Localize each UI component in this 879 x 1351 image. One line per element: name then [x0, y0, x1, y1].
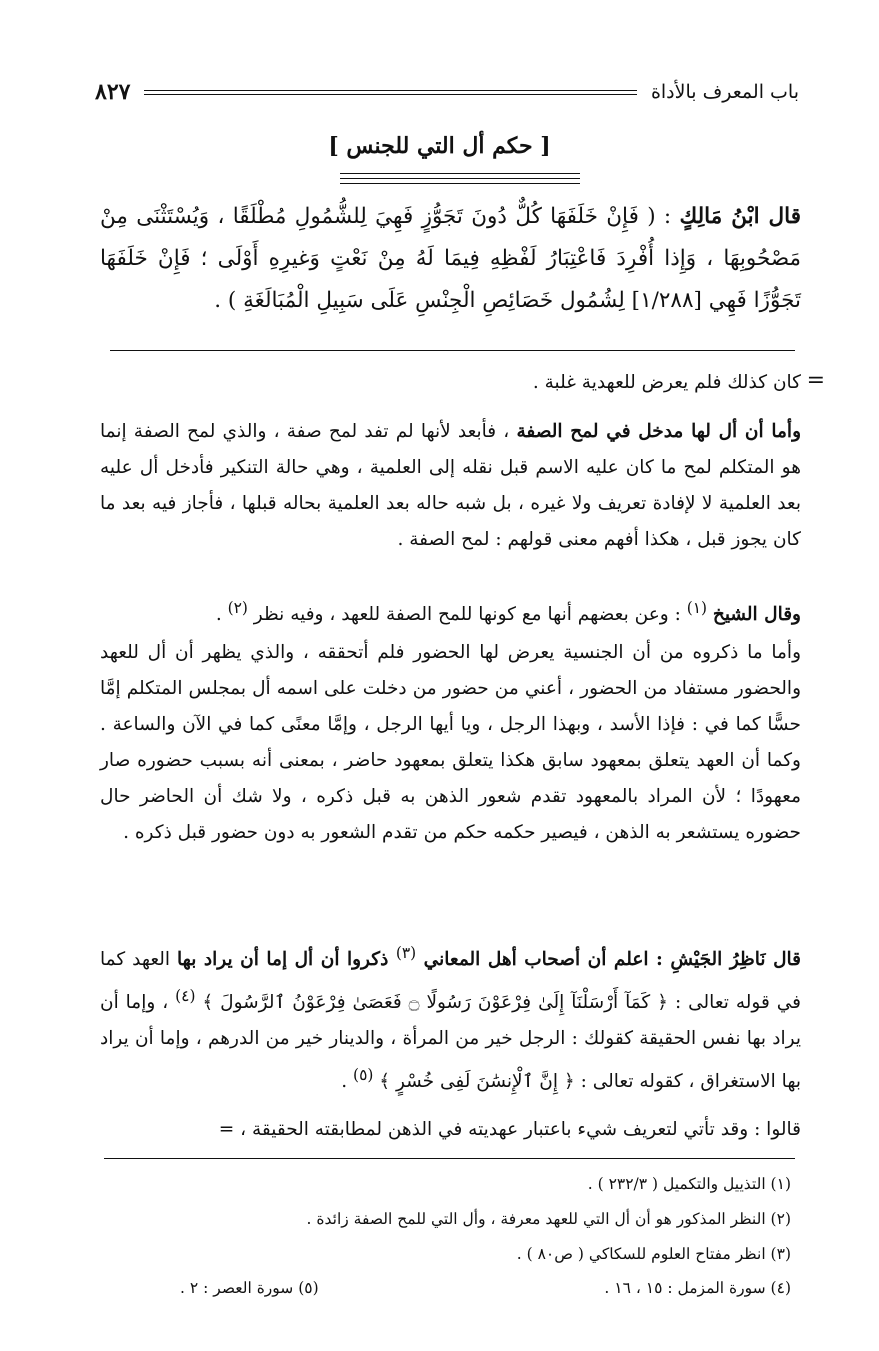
paragraph-end: . [215, 604, 228, 626]
footnote-ref: (٣) [395, 944, 417, 962]
chapter-title: باب المعرف بالأداة [650, 81, 799, 103]
paragraph-lead: ذكروا أن أل إما أن يراد بها [177, 949, 396, 971]
footnote-ref: (٥) [353, 1066, 374, 1085]
footnote-ref: (١) [686, 599, 707, 617]
footnote-2: (٢) النظر المذكور هو أن أل التي للعهد معرفة ، وأل التي للمح الصفة زائدة . [306, 1210, 791, 1228]
continuation-mark: = [806, 368, 825, 393]
running-header [95, 74, 799, 110]
footnote-ref: (٤) [175, 987, 196, 1006]
footnote-1: (١) التذييل والتكميل ( ٢٣٢/٣ ) . [587, 1175, 791, 1193]
paragraph-lamh-sifa [100, 414, 801, 558]
paragraph-lead: وأما أن أل لها مدخل في لمح الصفة [516, 421, 801, 442]
paragraph-text: : وعن بعضهم أنها مع كونها للمح الصفة للعهد ، وفيه نظر [247, 604, 687, 626]
footnote-4: (٤) سورة المزمل : ١٥ ، ١٦ . [604, 1279, 791, 1297]
paragraph-speaker: قال نَاظِرُ الجَيْشِ [670, 949, 801, 971]
footnote-5: (٥) سورة العصر : ٢ . [180, 1279, 319, 1297]
paragraph-lead: وقال الشيخ [712, 604, 801, 626]
title-rule [340, 173, 580, 174]
footnote-separator [104, 1158, 795, 1159]
paragraph-sheikh [100, 590, 801, 633]
footnote-3: (٣) انظر مفتاح العلوم للسكاكي ( ص٨٠ ) . [516, 1245, 791, 1263]
quran-quote: ﴿ إِنَّ ٱلْإِنسَٰنَ لَفِى خُسْرٍ ﴾ [379, 1071, 575, 1093]
footnote-row [180, 1274, 791, 1302]
paragraph-nazir-aljaysh [100, 935, 801, 1100]
paragraph-qalu: قالوا : وقد تأتي لتعريف شيء باعتبار عهديته في الذهن لمطابقته الحقيقة ، = [218, 1119, 801, 1140]
footnote-ref: (٢) [227, 599, 248, 617]
paragraph-hudur: وأما ما ذكروه من أن الجنسية يعرض لها الحضور فلم أتحققه ، والذي يظهر أن أل للعهد والحضور مستفاد من الحضور ، أعني من حضور من دخلت على اسمه أل بمجلس المتكلم إمَّا حسًّا كما في : فإذا الأسد ، وبهذا الرجل ، ويا أيها الرجل ، وإمَّا معنًى كما في الآن والساعة . وكما أن العهد يتعلق بمعهود سابق هكذا يتعلق بمعهود حاضر ، بمعنى أنه بسبب حضوره صار معهودًا ؛ لأن المراد بالمعهود تقدم شعور الذهن به قبل ذكره ، ولا شك أن الحاضر حال حضوره يستشعر به الذهن ، فيصير حكمه حكم من تقدم الشعور به دون حضور قبل ذكره . [100, 642, 801, 843]
verse-speaker: قال ابْنُ مَالِكٍ [679, 204, 801, 229]
page-number: ٨٢٧ [95, 79, 131, 105]
title-rule [340, 183, 580, 184]
section-title: [ حكم أل التي للجنس ] [328, 133, 551, 159]
continuation-paragraph: كان كذلك فلم يعرض للعهدية غلبة . [532, 372, 801, 393]
quran-quote: ﴿ كَمَآ أَرْسَلْنَآ إِلَىٰ فِرْعَوْنَ رَسُولًا ۝ فَعَصَىٰ فِرْعَوْنُ ٱلرَّسُولَ ﴾ [202, 992, 669, 1014]
title-rule [340, 178, 580, 179]
alfiyya-verse [100, 196, 801, 322]
paragraph-text: العهد كما في قوله تعالى : [100, 949, 801, 1014]
verse-separator [110, 350, 795, 351]
paragraph-text: ، فأبعد لأنها لم تفد لمح صفة ، والذي لمح الصفة إنما هو المتكلم لمح ما كان عليه الاسم قبل نقله إلى العلمية ، وهي حالة التنكير فأدخل أل عليه بعد العلمية لا لإفادة تعريف ولا غيره ، بل شبه حاله بعد العلمية بحاله قبلها ، فأجاز فيه بعد ما كان يجوز قبل ، هكذا أفهم معنى قولهم : لمح الصفة . [100, 421, 801, 550]
paragraph-lead: : اعلم أن أصحاب أهل المعاني [416, 949, 671, 971]
paragraph-end: . [341, 1071, 354, 1093]
header-rule [144, 90, 636, 95]
verse-text: : ( فَإِنْ خَلَفَهَا كُلٌّ دُونَ تَجَوُّزٍ فَهِيَ لِلشُّمُولِ مُطْلَقًا ، وَيُسْتَثْنَى مِنْ مَصْحُوبِهَا ، وَإِذا أُفْرِدَ فَاعْتِبَارُ لَفْظِهِ فِيمَا لَهُ مِنْ نَعْتٍ وَغيرِهِ أَوْلَى ؛ فَإِنْ خَلَفَهَا تَجَوُّزًا فَهِي [١/٢٨٨] لِشُمُول خَصَائِصِ الْجِنْسِ عَلَى سَبِيلِ الْمُبَالَغَةِ ) . [100, 204, 801, 313]
paragraph-text: ، وإما أن يراد بها نفس الحقيقة كقولك : الرجل خير من المرأة ، والدينار خير من الدرهم ، وإما أن يراد بها الاستغراق ، كقوله تعالى : [100, 992, 801, 1093]
